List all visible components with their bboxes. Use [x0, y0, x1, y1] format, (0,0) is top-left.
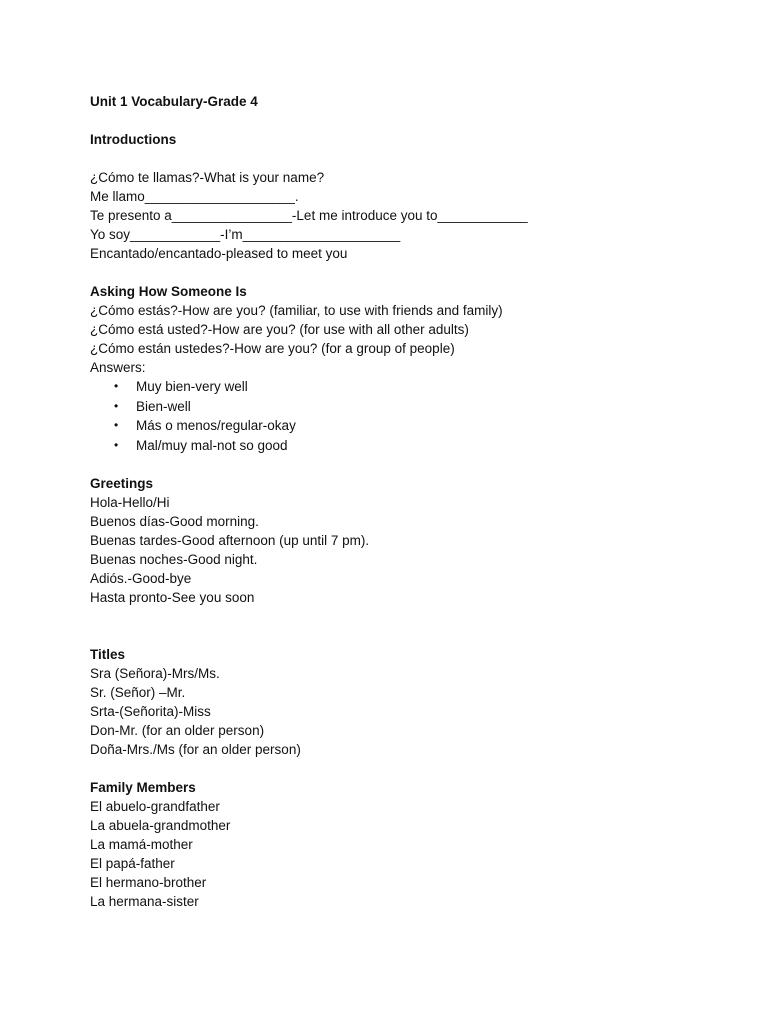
- list-item: [90, 377, 710, 397]
- section-heading-titles: Titles: [90, 647, 126, 662]
- vocab-line: Yo soy____________-I’m_____________________: [90, 227, 401, 242]
- bullet-icon: •: [114, 418, 119, 432]
- vocab-line: Srta-(Señorita)-Miss: [90, 704, 211, 719]
- list-item-text: Bien-well: [136, 398, 191, 414]
- vocab-line: Don-Mr. (for an older person): [90, 723, 265, 738]
- answers-label: Answers:: [90, 360, 146, 375]
- vocab-line: El papá-father: [90, 856, 175, 871]
- vocab-line: Doña-Mrs./Ms (for an older person): [90, 742, 301, 757]
- vocab-line: Hasta pronto-See you soon: [90, 590, 255, 605]
- vocab-line: Buenas noches-Good night.: [90, 552, 258, 567]
- vocab-line: La hermana-sister: [90, 894, 199, 909]
- vocab-line: Me llamo____________________.: [90, 189, 299, 204]
- vocab-line: ¿Cómo te llamas?-What is your name?: [90, 170, 325, 185]
- section-heading-greetings: Greetings: [90, 476, 154, 491]
- vocab-line: Hola-Hello/Hi: [90, 495, 170, 510]
- list-item-text: Muy bien-very well: [136, 379, 248, 394]
- list-item: [90, 436, 710, 456]
- bullet-icon: •: [114, 398, 119, 413]
- list-item: [90, 416, 710, 436]
- vocab-line: ¿Cómo están ustedes?-How are you? (for a group of people): [90, 341, 455, 356]
- vocab-line: Sra (Señora)-Mrs/Ms.: [90, 666, 220, 681]
- vocab-line: Encantado/encantado-pleased to meet you: [90, 246, 348, 261]
- bullet-icon: •: [114, 379, 119, 393]
- vocab-line: La abuela-grandmother: [90, 818, 231, 833]
- section-heading-family: Family Members: [90, 780, 196, 795]
- vocab-line: ¿Cómo está usted?-How are you? (for use with all other adults): [90, 322, 469, 337]
- section-heading-asking: Asking How Someone Is: [90, 284, 247, 299]
- bullet-icon: •: [114, 437, 119, 452]
- vocab-line: Buenas tardes-Good afternoon (up until 7 pm).: [90, 533, 370, 548]
- vocab-line: Sr. (Señor) –Mr.: [90, 685, 186, 700]
- list-item-text: Mal/muy mal-not so good: [136, 437, 288, 453]
- vocab-line: La mamá-mother: [90, 837, 193, 852]
- list-item: [90, 397, 710, 417]
- vocab-line: El hermano-brother: [90, 875, 207, 890]
- answers-list: [90, 377, 710, 455]
- document-body: [90, 92, 710, 911]
- vocab-line: El abuelo-grandfather: [90, 799, 220, 814]
- document-title: Unit 1 Vocabulary-Grade 4: [90, 94, 258, 109]
- section-heading-introductions: Introductions: [90, 132, 177, 147]
- vocab-line: Adiós.-Good-bye: [90, 571, 192, 586]
- list-item-text: Más o menos/regular-okay: [136, 418, 296, 433]
- vocab-line: Te presento a________________-Let me introduce you to____________: [90, 208, 528, 223]
- vocab-line: Buenos días-Good morning.: [90, 514, 259, 529]
- vocab-line: ¿Cómo estás?-How are you? (familiar, to use with friends and family): [90, 303, 503, 318]
